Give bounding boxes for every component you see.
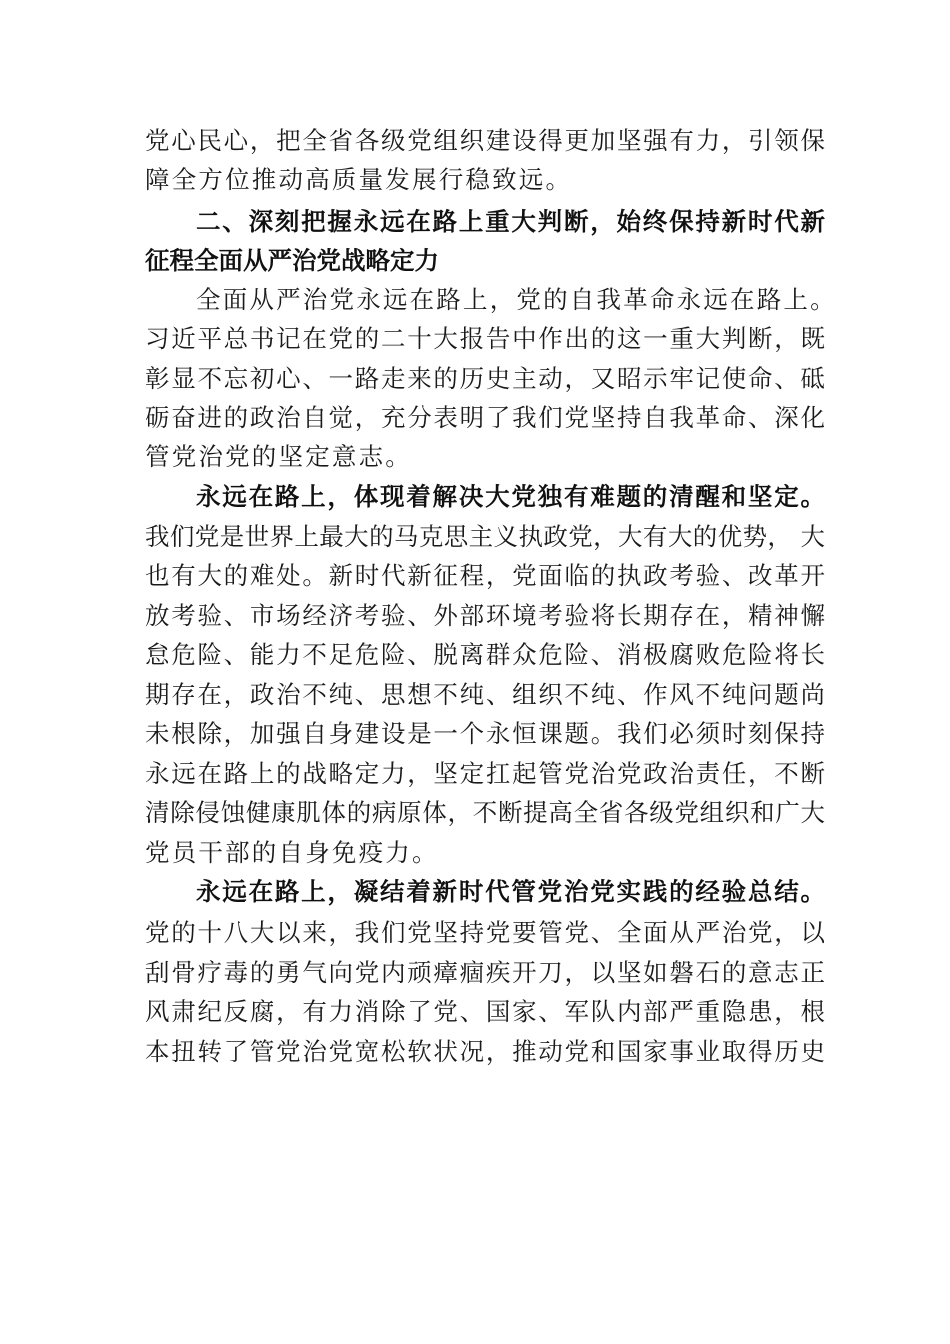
body-text-line: 彰显不忘初心、一路走来的历史主动，又昭示牢记使命、砥 [145, 364, 825, 393]
body-text-line: 清除侵蚀健康肌体的病原体，不断提高全省各级党组织和广大 [145, 798, 825, 827]
body-text-line: 本扭转了管党治党宽松软状况，推动党和国家事业取得历史 [145, 1037, 825, 1066]
body-text-line: 刮骨疗毒的勇气向党内顽瘴痼疾开刀，以坚如磐石的意志正 [145, 958, 825, 987]
body-text-line: 期存在，政治不纯、思想不纯、组织不纯、作风不纯问题尚 [145, 680, 825, 709]
body-text-line: 永远在路上的战略定力，坚定扛起管党治党政治责任，不断 [145, 759, 825, 788]
body-text-line: 管党治党的坚定意志。 [145, 442, 412, 471]
body-text-line: 未根除，加强自身建设是一个永恒课题。我们必须时刻保持 [145, 719, 825, 748]
section-heading: 二、深刻把握永远在路上重大判断，始终保持新时代新 [196, 207, 825, 236]
body-text-line: 党心民心，把全省各级党组织建设得更加坚强有力，引领保 [145, 126, 825, 155]
body-text-line: 风肃纪反腐，有力消除了党、国家、军队内部严重隐患，根 [145, 997, 825, 1026]
body-text-line: 放考验、市场经济考验、外部环境考验将长期存在，精神懈 [145, 601, 825, 630]
body-text-line: 我们党是世界上最大的马克思主义执政党，大有大的优势， 大 [145, 522, 825, 551]
body-text-line: 砺奋进的政治自觉，充分表明了我们党坚持自我革命、深化 [145, 403, 825, 432]
body-text-line: 习近平总书记在党的二十大报告中作出的这一重大判断，既 [145, 324, 825, 353]
section-heading: 征程全面从严治党战略定力 [145, 246, 439, 275]
body-text-line: 怠危险、能力不足危险、脱离群众危险、消极腐败危险将长 [145, 640, 825, 669]
body-text-line: 全面从严治党永远在路上，党的自我革命永远在路上。 [196, 285, 837, 314]
body-text-line: 党的十八大以来，我们党坚持党要管党、全面从严治党，以 [145, 918, 825, 947]
body-text-line: 障全方位推动高质量发展行稳致远。 [145, 165, 573, 194]
body-text-line: 党员干部的自身免疫力。 [145, 838, 439, 867]
paragraph-lead: 永远在路上，凝结着新时代管党治党实践的经验总结。 [196, 877, 825, 906]
paragraph-lead: 永远在路上，体现着解决大党独有难题的清醒和坚定。 [196, 482, 825, 511]
body-text-line: 也有大的难处。新时代新征程，党面临的执政考验、改革开 [145, 561, 825, 590]
